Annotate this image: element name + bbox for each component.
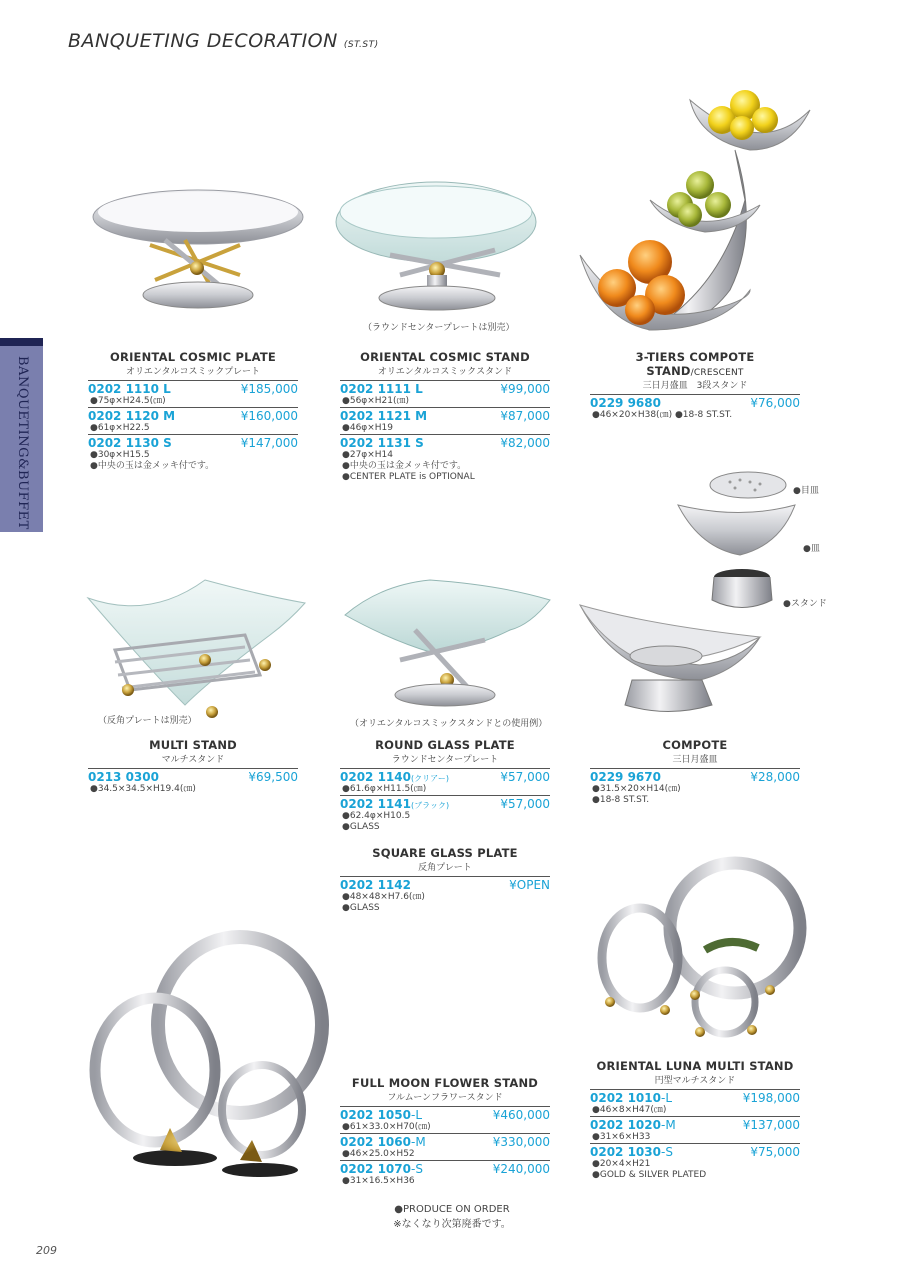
full-moon-image	[95, 937, 322, 1177]
price: ¥147,000	[240, 436, 298, 450]
spec: ●62.4φ×H10.5	[342, 811, 411, 821]
spec: ●46×8×H47(㎝)	[592, 1105, 667, 1115]
product-title: SQUARE GLASS PLATE	[372, 846, 518, 860]
product-title: ORIENTAL COSMIC PLATE	[110, 350, 276, 364]
variant-row	[88, 407, 298, 434]
variant-row	[340, 434, 550, 483]
price: ¥137,000	[742, 1118, 800, 1132]
caption-usage-example: （オリエンタルコスミックスタンドとの使用例）	[350, 719, 548, 729]
variant-row	[590, 1116, 800, 1143]
variant-row	[340, 380, 550, 407]
luna-image	[602, 863, 800, 1037]
price: ¥198,000	[742, 1091, 800, 1105]
spec: ●61φ×H22.5	[90, 423, 150, 433]
spec: ●56φ×H21(㎝)	[342, 396, 410, 406]
price: ¥28,000	[750, 770, 800, 784]
spec: ●GLASS	[342, 903, 380, 913]
product-code: 0202 1141(ブラック)	[340, 797, 450, 811]
product-compote	[590, 738, 800, 806]
product-title: FULL MOON FLOWER STAND	[351, 1076, 539, 1090]
spec: ●30φ×H15.5	[90, 450, 150, 460]
product-jp-name: 三日月盛皿 3段スタンド	[642, 381, 748, 391]
price: ¥76,000	[750, 396, 800, 410]
spec: ●34.5×34.5×H19.4(㎝)	[90, 784, 196, 794]
spec: ●31×6×H33	[592, 1132, 651, 1142]
variant-row	[590, 1143, 800, 1181]
variant-row	[590, 394, 800, 421]
cosmic-plate-image	[93, 190, 303, 308]
caption-round-center: （ラウンドセンタープレートは別売）	[363, 323, 515, 333]
product-full-moon	[340, 1076, 550, 1187]
product-jp-name: フルムーンフラワースタンド	[387, 1093, 503, 1103]
product-title: ORIENTAL COSMIC STAND	[360, 350, 530, 364]
product-title: COMPOTE	[662, 738, 728, 752]
spec: ●75φ×H24.5(㎝)	[90, 396, 166, 406]
variant-row	[340, 795, 550, 833]
product-square-glass	[340, 846, 550, 914]
multi-stand-image	[88, 580, 305, 718]
label-mesh: ●目皿	[793, 486, 819, 496]
footer-note	[352, 1204, 552, 1230]
variant-row	[340, 407, 550, 434]
product-code: 0202 1050-L	[340, 1108, 422, 1122]
spec: ●31×16.5×H36	[342, 1176, 415, 1186]
price: ¥69,500	[248, 770, 298, 784]
spec: ●中央の玉は金メッキ付です。	[342, 461, 467, 471]
price: ¥82,000	[500, 436, 550, 450]
side-tab-label: BANQUETING&BUFFET	[15, 356, 30, 530]
spec: ●46φ×H19	[342, 423, 394, 433]
spec: ●48×48×H7.6(㎝)	[342, 892, 425, 902]
product-jp-name: マルチスタンド	[161, 755, 225, 765]
round-glass-plate-image	[345, 580, 550, 706]
label-dish: ●皿	[803, 544, 820, 554]
product-code: 0202 1140(クリアー)	[340, 770, 449, 784]
discontinued-note: ※なくなり次第廃番です。	[393, 1219, 511, 1230]
product-jp-name: 三日月盛皿	[672, 755, 718, 765]
product-multi-stand	[88, 738, 298, 795]
price: ¥87,000	[500, 409, 550, 423]
product-luna	[590, 1059, 800, 1181]
variant-row	[340, 1106, 550, 1133]
product-code: 0202 1131 S	[340, 436, 424, 450]
product-jp-name: オリエンタルコスミックスタンド	[377, 367, 513, 377]
product-cosmic-plate	[88, 350, 298, 472]
title-sub: (ST.ST)	[343, 40, 379, 50]
tiers-compote-image	[580, 90, 810, 330]
price: ¥75,000	[750, 1145, 800, 1159]
product-code: 0202 1121 M	[340, 409, 428, 423]
title-text: BANQUETING DECORATION	[68, 30, 338, 52]
product-title: 3-TIERS COMPOTE STAND/CRESCENT	[635, 350, 755, 378]
spec: ●61×33.0×H70(㎝)	[342, 1122, 431, 1132]
price: ¥240,000	[492, 1162, 550, 1176]
spec: ●20×4×H21	[592, 1159, 651, 1169]
price: ¥57,000	[500, 770, 550, 784]
product-cosmic-stand	[340, 350, 550, 483]
product-round-glass	[340, 738, 550, 833]
spec: ●中央の玉は金メッキ付です。	[90, 461, 215, 471]
spec: ●46×25.0×H52	[342, 1149, 415, 1159]
product-title: MULTI STAND	[149, 738, 237, 752]
product-code: 0202 1111 L	[340, 382, 423, 396]
spec: ●GOLD & SILVER PLATED	[592, 1170, 707, 1180]
product-code: 0229 9680	[590, 396, 661, 410]
spec: ●18-8 ST.ST.	[592, 795, 650, 805]
product-title: ORIENTAL LUNA MULTI STAND	[596, 1059, 794, 1073]
caption-square-plate: （反角プレートは別売）	[98, 716, 197, 726]
product-jp-name: ラウンドセンタープレート	[391, 755, 499, 765]
price: ¥160,000	[240, 409, 298, 423]
page-number: 209	[36, 1244, 57, 1257]
variant-row	[88, 768, 298, 795]
compote-parts-image	[678, 472, 795, 608]
cosmic-stand-image	[336, 182, 536, 310]
variant-row	[590, 768, 800, 806]
product-code: 0202 1120 M	[88, 409, 176, 423]
spec: ●31.5×20×H14(㎝)	[592, 784, 681, 794]
product-title: ROUND GLASS PLATE	[375, 738, 515, 752]
price: ¥185,000	[240, 382, 298, 396]
price: ¥460,000	[492, 1108, 550, 1122]
variant-row	[340, 768, 550, 795]
price: ¥OPEN	[509, 878, 550, 892]
spec: ●27φ×H14	[342, 450, 394, 460]
product-code: 0202 1142	[340, 878, 411, 892]
product-code: 0202 1020-M	[590, 1118, 676, 1132]
variant-row	[88, 434, 298, 472]
spec: ●46×20×H38(㎝) ●18-8 ST.ST.	[592, 410, 733, 420]
spec: ●61.6φ×H11.5(㎝)	[342, 784, 427, 794]
price: ¥99,000	[500, 382, 550, 396]
spec: ●CENTER PLATE is OPTIONAL	[342, 472, 475, 482]
product-jp-name: 円型マルチスタンド	[654, 1076, 736, 1086]
label-stand: ●スタンド	[783, 599, 827, 609]
price: ¥57,000	[500, 797, 550, 811]
product-tiers-compote	[590, 350, 800, 421]
product-code: 0202 1010-L	[590, 1091, 672, 1105]
product-code: 0202 1130 S	[88, 436, 172, 450]
variant-row	[340, 876, 550, 914]
variant-row	[88, 380, 298, 407]
product-code: 0213 0300	[88, 770, 159, 784]
produce-on-order: ●PRODUCE ON ORDER	[394, 1204, 510, 1215]
compote-image	[580, 605, 760, 712]
product-code: 0202 1030-S	[590, 1145, 673, 1159]
product-jp-name: オリエンタルコスミックプレート	[126, 367, 260, 377]
spec: ●GLASS	[342, 822, 380, 832]
variant-row	[340, 1133, 550, 1160]
variant-row	[590, 1089, 800, 1116]
product-code: 0202 1070-S	[340, 1162, 423, 1176]
product-code: 0202 1110 L	[88, 382, 171, 396]
product-code: 0229 9670	[590, 770, 661, 784]
variant-row	[340, 1160, 550, 1187]
product-jp-name: 反角プレート	[418, 863, 472, 873]
price: ¥330,000	[492, 1135, 550, 1149]
product-code: 0202 1060-M	[340, 1135, 426, 1149]
